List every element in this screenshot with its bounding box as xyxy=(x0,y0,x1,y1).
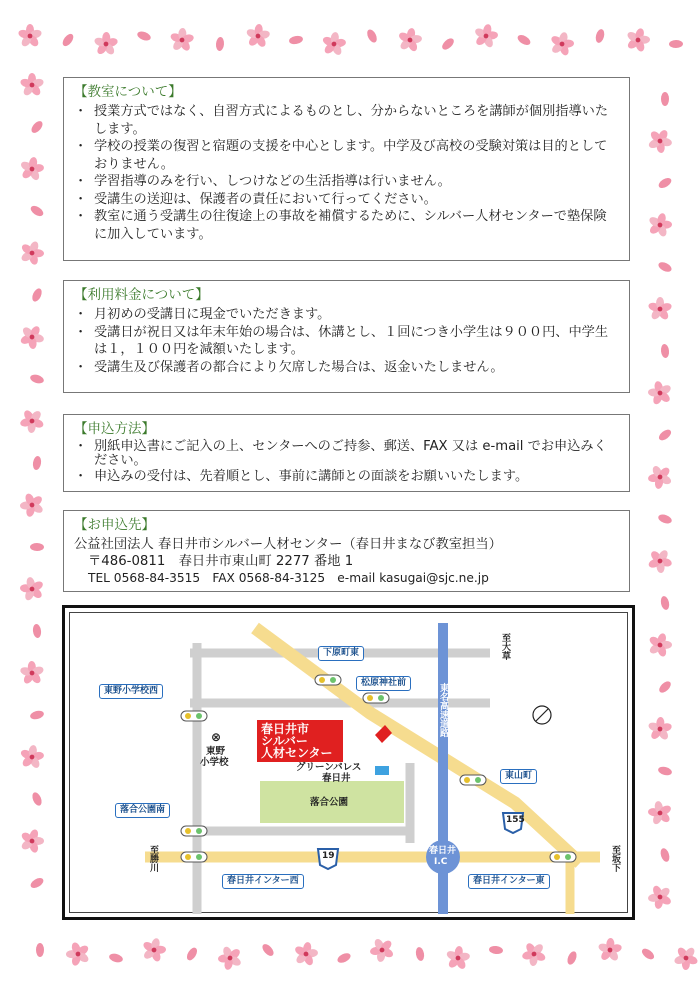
classroom-item: ・ 教室に通う受講生の往復途上の事故を補償するために、シルバー人材センターで塾保険に加入しています。 xyxy=(74,208,617,243)
apply-section xyxy=(63,414,630,492)
school-label-1: 東野 xyxy=(206,746,226,757)
direction-otaguro: 至大草 xyxy=(500,633,510,660)
fees-item: ・ 月初めの受講日に現金でいただきます。 xyxy=(74,306,617,324)
tag-inter-nishi: 春日井インター西 xyxy=(222,874,304,889)
park-label: 落合公園 xyxy=(310,797,349,808)
center-name-label: 春日井市 シルバー 人材センター xyxy=(257,720,343,762)
contact-section xyxy=(63,510,630,592)
classroom-item: ・ 授業方式ではなく、自習方式によるものとし、分からないところを講師が個別指導いたします。 xyxy=(74,103,617,138)
classroom-heading: 【教室について】 xyxy=(74,84,182,100)
expressway-label: 東名高速道路 xyxy=(438,683,448,737)
green-palace-label-2: 春日井 xyxy=(322,773,351,784)
fees-item: ・ 受講生及び保護者の都合により欠席した場合は、返金いたしません。 xyxy=(74,359,617,377)
tag-higashiyama: 東山町 xyxy=(500,769,537,784)
school-icon: ⊗ xyxy=(211,730,222,744)
address: 〒486-0811 春日井市東山町 2277 番地 1 xyxy=(88,554,354,569)
organization-name: 公益社団法人 春日井市シルバー人材センター（春日井まなび教室担当） xyxy=(74,537,502,552)
ic-label-1: 春日井 xyxy=(429,846,457,856)
classroom-item: ・ 受講生の送迎は、保護者の責任において行ってください。 xyxy=(74,191,617,209)
direction-sakashita: 至坂下 xyxy=(610,845,620,872)
apply-item: ・ 申込みの受付は、先着順とし、事前に講師との面談をお願いいたします。 xyxy=(74,468,617,486)
tag-shimohara-higashi: 下原町東 xyxy=(318,646,364,661)
apply-item: ・ 別紙申込書にご記入の上、センターへのご持参、郵送、FAX 又は e-mail でお申込みください。 xyxy=(74,440,617,468)
tag-matsubara-jinja: 松原神社前 xyxy=(356,676,411,691)
route-19-icon: 19 xyxy=(322,851,335,861)
access-map xyxy=(62,605,635,920)
classroom-section xyxy=(63,77,630,261)
classroom-item: ・ 学校の授業の復習と宿題の支援を中心とします。中学及び高校の受験対策は目的としておりません。 xyxy=(74,138,617,173)
phone-fax-email: TEL 0568-84-3515 FAX 0568-84-3125 e-mail kasugai@sjc.ne.jp xyxy=(88,571,489,585)
apply-heading: 【申込方法】 xyxy=(74,421,155,437)
fees-section xyxy=(63,280,630,393)
tag-ochiai-minami: 落合公園南 xyxy=(115,803,170,818)
school-label-2: 小学校 xyxy=(200,757,229,768)
route-155-icon: 155 xyxy=(506,815,525,825)
tag-inter-higashi: 春日井インター東 xyxy=(468,874,550,889)
ic-label-2: I.C xyxy=(434,857,448,867)
classroom-item: ・ 学習指導のみを行い、しつけなどの生活指導は行いません。 xyxy=(74,173,617,191)
fees-heading: 【利用料金について】 xyxy=(74,287,209,303)
contact-heading: 【お申込先】 xyxy=(74,517,155,533)
direction-katsukawa: 至勝川 xyxy=(148,845,158,872)
fees-item: ・ 受講日が祝日又は年末年始の場合は、休講とし、１回につき小学生は９００円、中学生は１，１００円を減額いたします。 xyxy=(74,324,617,359)
tag-higashino-nishi: 東野小学校西 xyxy=(99,684,163,699)
green-palace-label-1: グリーンパレス xyxy=(296,762,362,773)
